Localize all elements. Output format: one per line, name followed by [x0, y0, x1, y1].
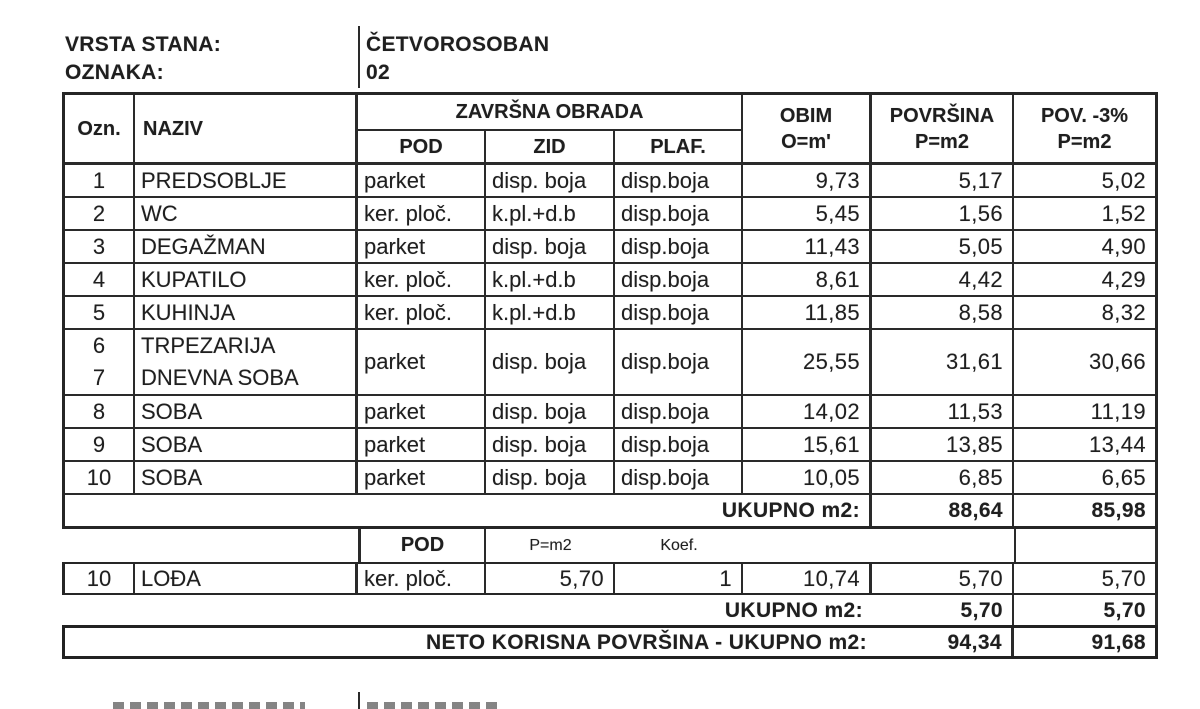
row-3-obim: 11,43: [743, 231, 872, 264]
col-header-povrsina: [872, 95, 1014, 165]
row-3-ozn: 3: [65, 231, 135, 264]
col-header-povrsina-title: POVRŠINA: [889, 104, 995, 127]
next-section-divider-line: [358, 692, 360, 709]
oznaka-value: 02: [366, 61, 390, 84]
row-4-plaf: disp.boja: [615, 264, 743, 297]
row-5-ozn: 5: [65, 297, 135, 330]
loggia-subheader-povrsina-spacer: [872, 529, 1014, 562]
row-9-ozn: 9: [65, 429, 135, 462]
row-4-ozn: 4: [65, 264, 135, 297]
neto-total-row: [62, 625, 1158, 659]
loggia-col-header-koef: Koef.: [660, 536, 698, 554]
col-header-pov3-title: POV. -3%: [1040, 104, 1129, 127]
loggia-pm2: 5,70: [486, 564, 615, 593]
loggia-col-header-pm2: P=m2: [529, 536, 572, 554]
row-10-zid: disp. boja: [486, 462, 615, 495]
row-9-obim: 15,61: [743, 429, 872, 462]
ukupno-label: UKUPNO m2:: [65, 495, 872, 526]
row-2-obim: 5,45: [743, 198, 872, 231]
loggia-ukupno-row: [62, 595, 1158, 625]
neto-povrsina: 94,34: [873, 628, 1014, 656]
row-3-povrsina: 5,05: [872, 231, 1014, 264]
row-3-pod: parket: [358, 231, 486, 264]
row-2-povrsina: 1,56: [872, 198, 1014, 231]
col-header-obim: [743, 95, 872, 165]
row-9-plaf: disp.boja: [615, 429, 743, 462]
rooms-table: [62, 92, 1158, 529]
row-6-7-naziv: [135, 330, 358, 396]
row-1-plaf: disp.boja: [615, 165, 743, 198]
row-3-pov3: 4,90: [1014, 231, 1155, 264]
col-header-ozn: Ozn.: [65, 95, 135, 165]
row-5-pod: ker. ploč.: [358, 297, 486, 330]
row-9-zid: disp. boja: [486, 429, 615, 462]
row-6-naziv: TRPEZARIJA: [141, 333, 276, 358]
row-2-naziv: WC: [135, 198, 358, 231]
neto-label: NETO KORISNA POVRŠINA - UKUPNO m2:: [425, 630, 867, 654]
row-9-povrsina: 13,85: [872, 429, 1014, 462]
loggia-naziv: LOĐA: [135, 564, 358, 593]
row-10-obim: 10,05: [743, 462, 872, 495]
row-9-pov3: 13,44: [1014, 429, 1155, 462]
row-6-7-zid: disp. boja: [486, 330, 615, 396]
row-6-7-pod: parket: [358, 330, 486, 396]
loggia-col-header-pod: POD: [358, 529, 486, 562]
loggia-povrsina: 5,70: [872, 564, 1014, 593]
row-2-plaf: disp.boja: [615, 198, 743, 231]
row-1-obim: 9,73: [743, 165, 872, 198]
col-header-pod: POD: [358, 131, 486, 165]
neto-pov3: 91,68: [1091, 630, 1146, 654]
loggia-koef: 1: [615, 564, 743, 593]
loggia-row: [62, 562, 1158, 595]
col-header-obim-title: OBIM: [779, 104, 833, 127]
row-1-naziv: PREDSOBLJE: [135, 165, 358, 198]
loggia-ukupno-povrsina: 5,70: [872, 595, 1014, 625]
row-5-naziv: KUHINJA: [135, 297, 358, 330]
row-1-pov3: 5,02: [1014, 165, 1155, 198]
row-1-zid: disp. boja: [486, 165, 615, 198]
meta-divider-line: [358, 26, 360, 88]
row-2-pov3: 1,52: [1014, 198, 1155, 231]
row-4-zid: k.pl.+d.b: [486, 264, 615, 297]
row-4-povrsina: 4,42: [872, 264, 1014, 297]
row-10-naziv: SOBA: [135, 462, 358, 495]
ukupno-pov3: 85,98: [1091, 499, 1146, 522]
col-header-obim-unit: O=m': [781, 130, 831, 153]
row-1-ozn: 1: [65, 165, 135, 198]
row-8-zid: disp. boja: [486, 396, 615, 429]
row-2-ozn: 2: [65, 198, 135, 231]
row-3-naziv: DEGAŽMAN: [135, 231, 358, 264]
row-3-zid: disp. boja: [486, 231, 615, 264]
loggia-ukupno-label: UKUPNO m2:: [724, 598, 863, 622]
vrsta-stana-label: VRSTA STANA:: [65, 33, 222, 56]
col-header-pov3-unit: P=m2: [1057, 130, 1112, 153]
row-5-zid: k.pl.+d.b: [486, 297, 615, 330]
row-4-pov3: 4,29: [1014, 264, 1155, 297]
col-header-naziv: NAZIV: [135, 95, 358, 165]
row-1-povrsina: 5,17: [872, 165, 1014, 198]
row-5-povrsina: 8,58: [872, 297, 1014, 330]
row-4-pod: ker. ploč.: [358, 264, 486, 297]
ukupno-povrsina: 88,64: [872, 495, 1014, 526]
col-header-pov3: [1014, 95, 1155, 165]
row-6-7-pov3: 30,66: [1014, 330, 1155, 396]
oznaka-label: OZNAKA:: [65, 61, 164, 84]
row-5-pov3: 8,32: [1014, 297, 1155, 330]
col-header-plaf: PLAF.: [615, 131, 743, 165]
loggia-subheader-merged: [486, 529, 872, 562]
row-9-naziv: SOBA: [135, 429, 358, 462]
row-10-povrsina: 6,85: [872, 462, 1014, 495]
loggia-obim: 10,74: [743, 564, 872, 593]
loggia-ukupno-pov3: 5,70: [1014, 595, 1158, 625]
row-8-pod: parket: [358, 396, 486, 429]
row-2-zid: k.pl.+d.b: [486, 198, 615, 231]
row-6-7-povrsina: 31,61: [872, 330, 1014, 396]
row-10-ozn: 10: [65, 462, 135, 495]
row-8-plaf: disp.boja: [615, 396, 743, 429]
row-8-naziv: SOBA: [135, 396, 358, 429]
row-7-naziv: DNEVNA SOBA: [141, 365, 299, 390]
row-2-pod: ker. ploč.: [358, 198, 486, 231]
row-6-7-obim: 25,55: [743, 330, 872, 396]
loggia-subheader-pov3-spacer: [1014, 529, 1158, 562]
row-10-pod: parket: [358, 462, 486, 495]
row-10-plaf: disp.boja: [615, 462, 743, 495]
row-8-obim: 14,02: [743, 396, 872, 429]
row-8-pov3: 11,19: [1014, 396, 1155, 429]
row-6-ozn: 6: [92, 333, 106, 358]
row-8-ozn: 8: [65, 396, 135, 429]
col-header-zid: ZID: [486, 131, 615, 165]
loggia-subheader-spacer: [62, 529, 358, 562]
row-7-ozn: 7: [92, 365, 106, 390]
row-4-obim: 8,61: [743, 264, 872, 297]
row-8-povrsina: 11,53: [872, 396, 1014, 429]
row-5-obim: 11,85: [743, 297, 872, 330]
row-9-pod: parket: [358, 429, 486, 462]
col-header-povrsina-unit: P=m2: [915, 130, 969, 153]
row-6-7-ozn: [65, 330, 135, 396]
loggia-ozn: 10: [65, 564, 135, 593]
row-4-naziv: KUPATILO: [135, 264, 358, 297]
row-6-7-plaf: disp.boja: [615, 330, 743, 396]
row-3-plaf: disp.boja: [615, 231, 743, 264]
vrsta-stana-value: ČETVOROSOBAN: [366, 33, 550, 56]
loggia-pod: ker. ploč.: [358, 564, 486, 593]
next-section-clipped-label: [113, 702, 305, 709]
loggia-pov3: 5,70: [1101, 565, 1146, 591]
col-header-zavrsna-obrada: ZAVRŠNA OBRADA: [358, 95, 743, 131]
row-5-plaf: disp.boja: [615, 297, 743, 330]
row-10-pov3: 6,65: [1014, 462, 1155, 495]
next-section-clipped-value: [367, 702, 503, 709]
loggia-subheader-row: [62, 529, 1158, 562]
row-1-pod: parket: [358, 165, 486, 198]
